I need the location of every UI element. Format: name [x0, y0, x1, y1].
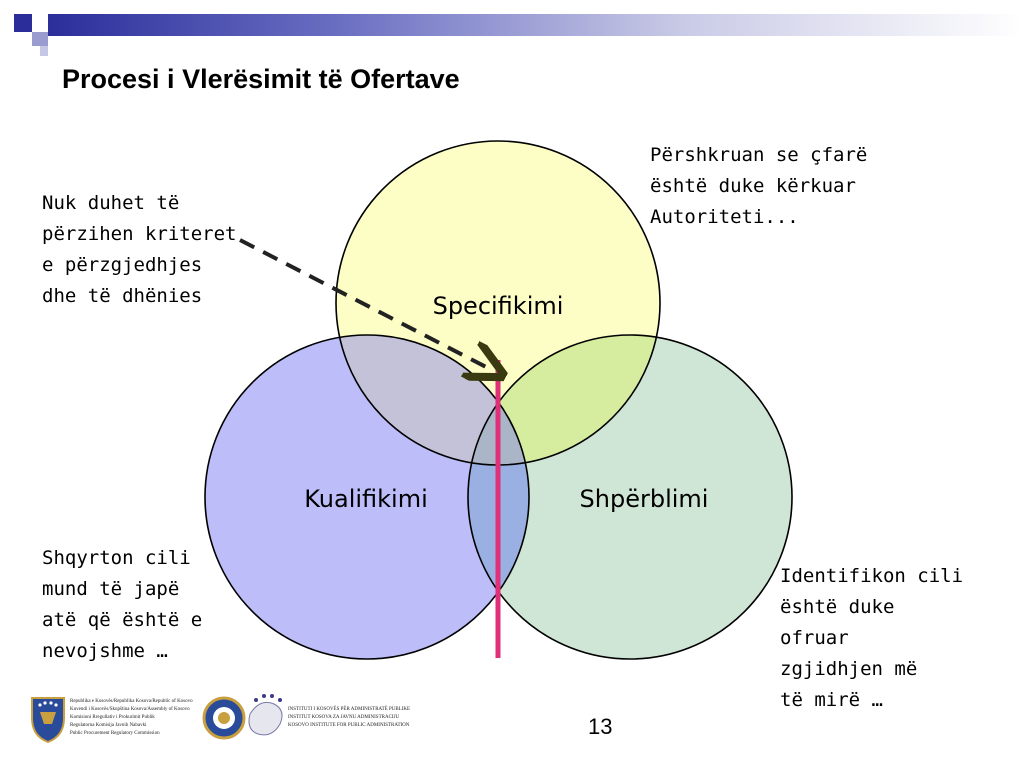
commission-line: Kuvendi i Kosovës/Skupština Kosova/Assembly of Kosovo [70, 707, 190, 712]
note-line: mund të japë [42, 578, 180, 600]
note-shperblimi [780, 561, 963, 716]
note-line: dhe të dhënies [42, 285, 203, 307]
note-line: Identifikon cili [780, 565, 964, 587]
kosovo-coat-of-arms-icon [32, 698, 64, 742]
label-shperblimi: Shpërblimi [579, 485, 709, 513]
commission-line: Public Procurement Regulatory Commission [70, 731, 160, 736]
commission-line: Republika e Kosovës/Republika Kosova/Republic of Kosovo [70, 699, 193, 704]
note-line: ofruar [780, 627, 849, 649]
note-line: është duke [780, 596, 895, 618]
label-kualifikimi: Kualifikimi [304, 485, 428, 513]
institute-logo-icon [249, 694, 282, 735]
note-specifikimi [650, 140, 867, 233]
commission-text [70, 699, 193, 736]
note-line: Përshkruan se çfarë [650, 144, 868, 166]
note-line: përzihen kriteret [42, 223, 237, 245]
note-line: është duke kërkuar [650, 175, 856, 197]
note-line: Nuk duhet të [42, 192, 180, 214]
note-line: Shqyrton cili [42, 547, 191, 569]
note-line: të mirë … [780, 689, 883, 711]
note-line: e përzgjedhjes [42, 254, 203, 276]
footer-logos [28, 690, 411, 746]
page-title: Procesi i Vlerësimit të Ofertave [62, 64, 460, 94]
note-line: zgjidhjen më [780, 658, 918, 680]
seal-icon [204, 698, 244, 738]
note-line: Autoriteti... [650, 206, 799, 228]
label-specifikimi: Specifikimi [432, 292, 564, 320]
institute-line: KOSOVO INSTITUTE FOR PUBLIC ADMINISTRATION [288, 723, 410, 728]
note-line: atë që është e [42, 609, 203, 631]
note-criteria [42, 188, 236, 312]
note-line: nevojshme … [42, 640, 168, 662]
commission-line: Regulatorna Komisija Javnih Nabavki [70, 723, 147, 728]
note-kualifikimi [42, 543, 202, 667]
commission-line: Komisioni Rregullativ i Prokurimit Publik [70, 715, 155, 720]
page-number: 13 [588, 714, 613, 739]
institute-text [288, 706, 410, 728]
institute-line: INSTITUTI I KOSOVËS PËR ADMINISTRATË PUBLIKE [288, 707, 411, 712]
institute-line: INSTITUT KOSOVA ZA JAVNU ADMINISTRACIJU [288, 715, 400, 720]
